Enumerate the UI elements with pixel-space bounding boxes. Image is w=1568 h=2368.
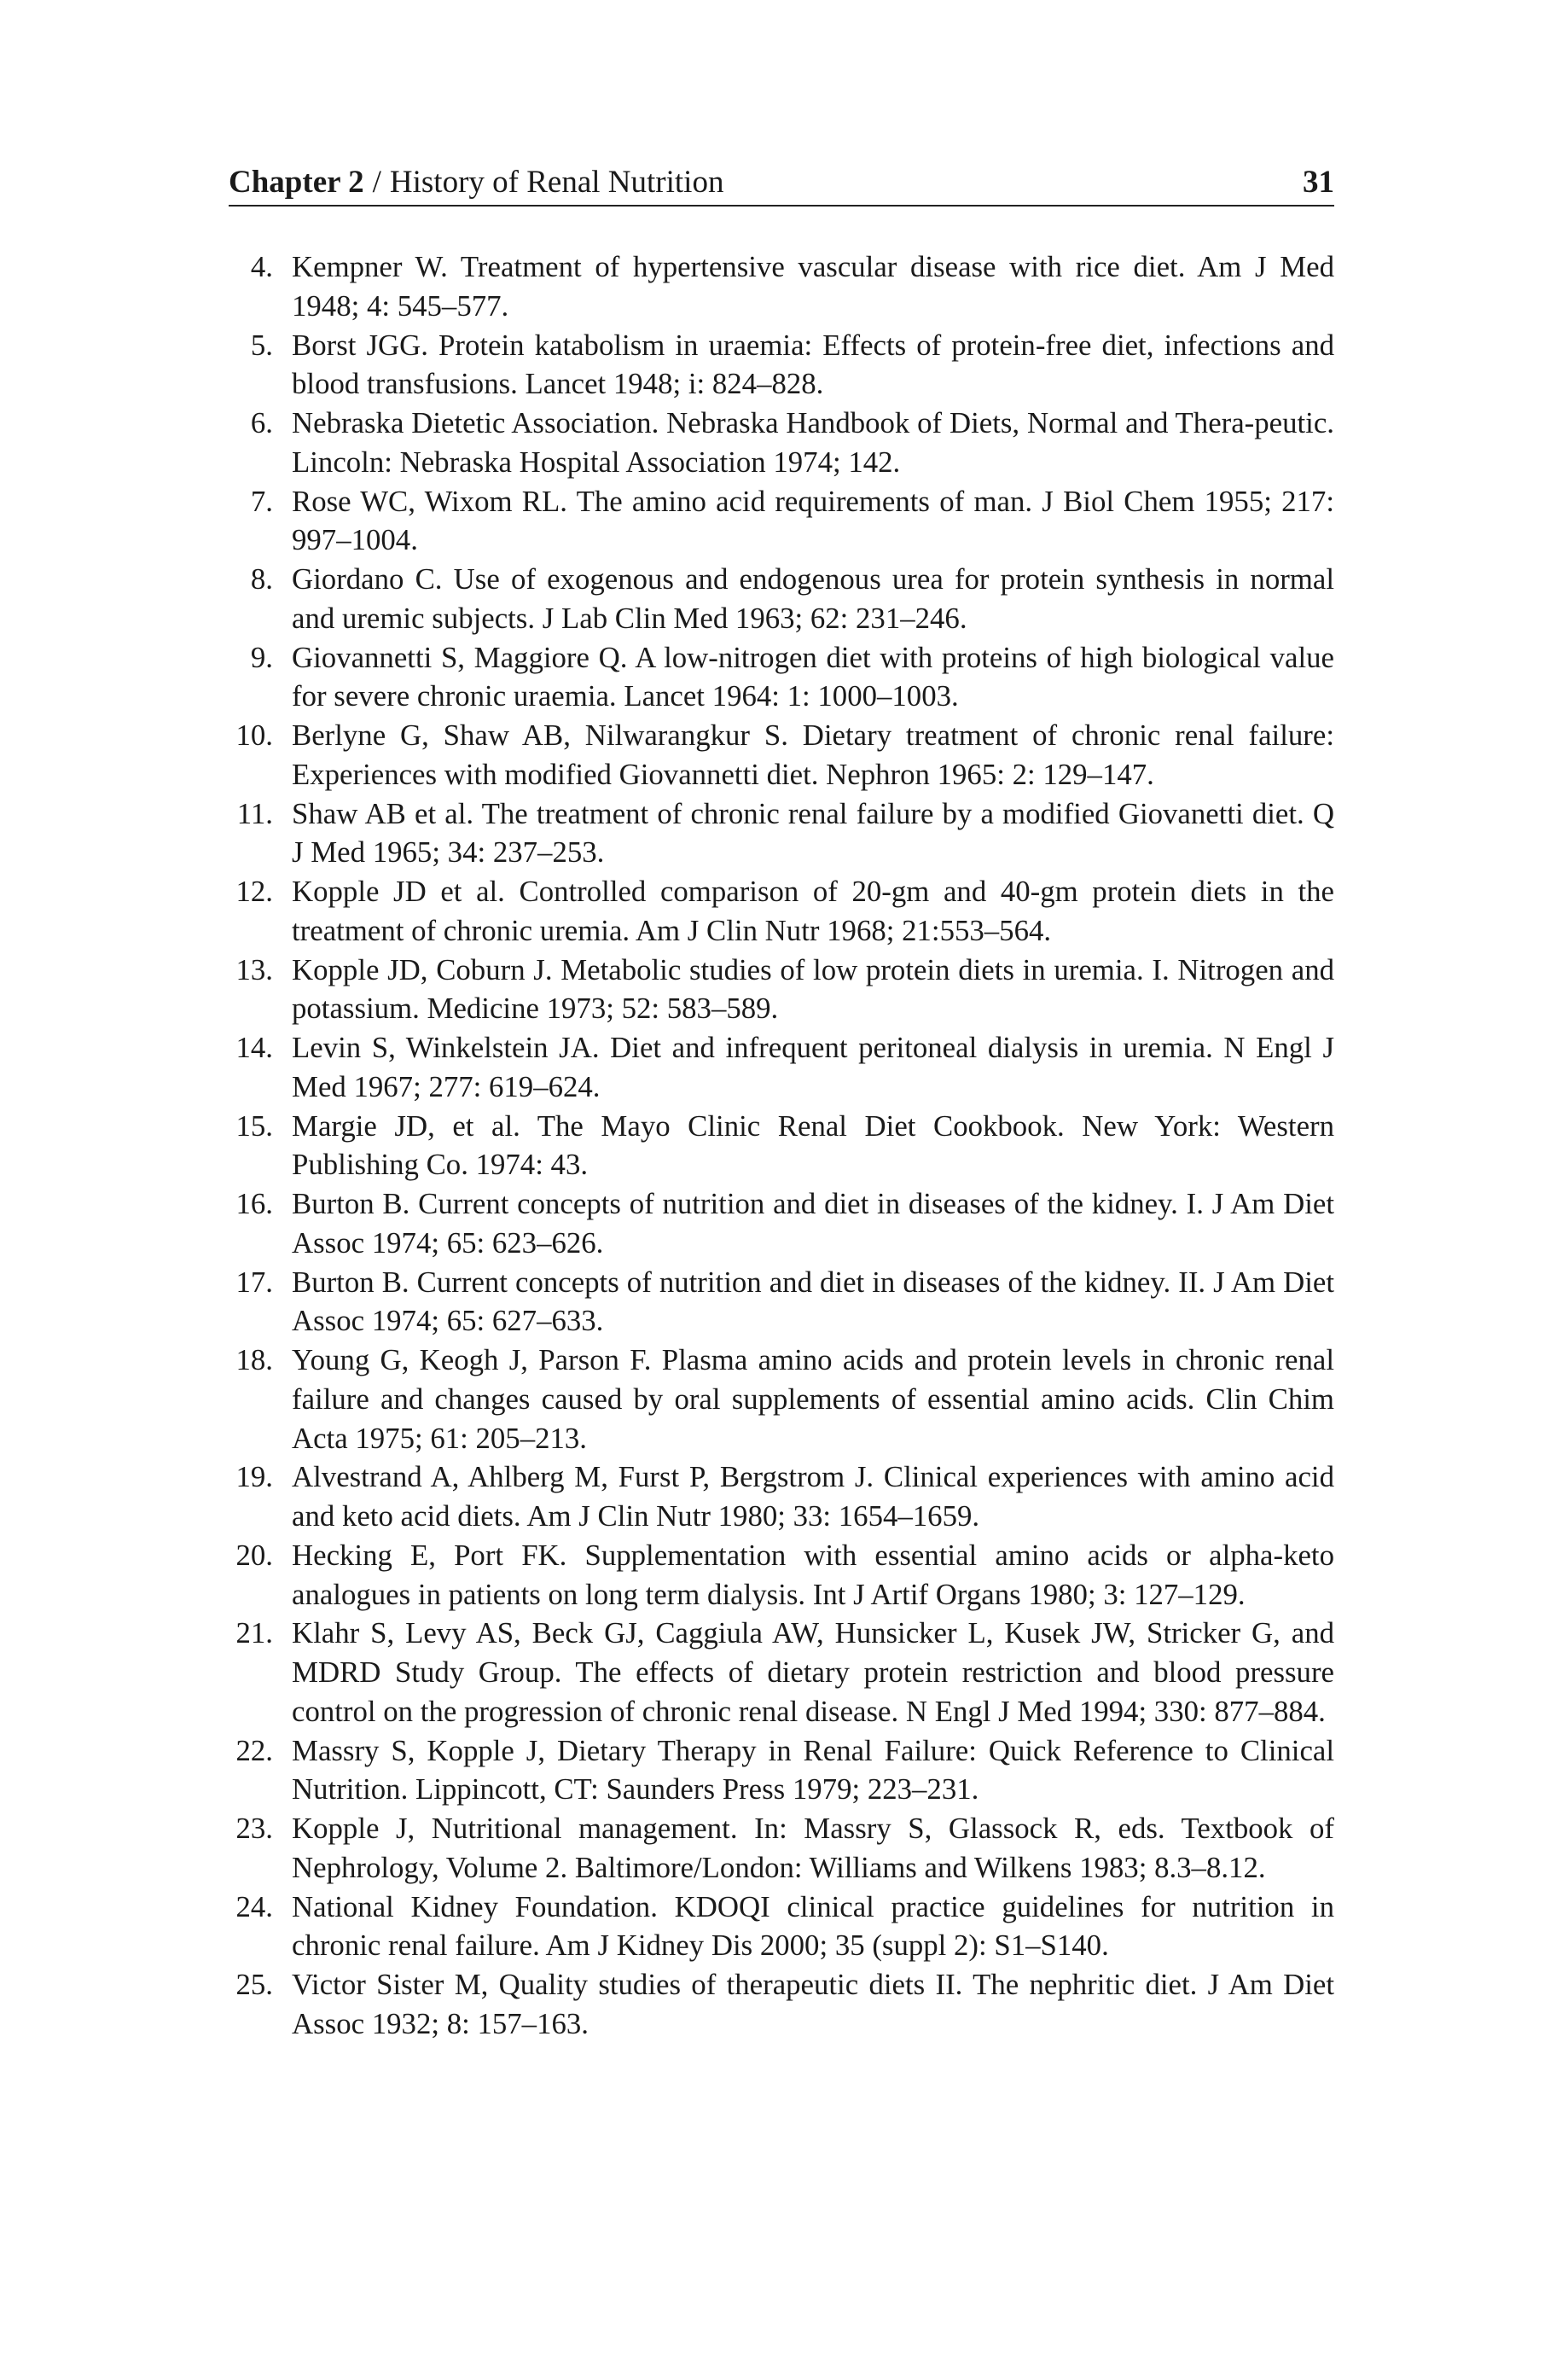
reference-number: 10. (235, 719, 273, 752)
reference-text: Massry S, Kopple J, Dietary Therapy in Renal Failure: Quick Reference to Clinical Nutrition. Lippincott, CT: Saunders Press 1979; 223–231. (292, 1733, 1334, 1807)
reference-number: 12. (235, 875, 273, 908)
reference-text: Burton B. Current concepts of nutrition and diet in diseases of the kidney. II. J Am Diet Assoc 1974; 65: 627–633. (292, 1265, 1334, 1338)
reference-text: Rose WC, Wixom RL. The amino acid requirements of man. J Biol Chem 1955; 217: 997–1004. (292, 484, 1334, 557)
reference-number: 5. (250, 328, 273, 362)
header-separator: / (372, 165, 381, 200)
reference-number: 16. (235, 1187, 273, 1220)
reference-number: 25. (235, 1968, 273, 2001)
reference-number: 23. (235, 1812, 273, 1845)
reference-number: 8. (250, 562, 273, 596)
reference-text: Berlyne G, Shaw AB, Nilwarangkur S. Dietary treatment of chronic renal failure: Experiences with modified Giovannetti diet. Nephron 1965: 2: 129–147. (292, 719, 1334, 791)
reference-item (229, 1614, 1334, 1731)
reference-number: 7. (250, 484, 273, 518)
reference-item (229, 1888, 1334, 1966)
reference-text: Kopple JD et al. Controlled comparison of 20-gm and 40-gm protein diets in the treatment of chronic uremia. Am J Clin Nutr 1968; 21:553–564. (292, 875, 1334, 947)
reference-text: Levin S, Winkelstein JA. Diet and infrequent peritoneal dialysis in uremia. N Engl J Med 1967; 277: 619–624. (292, 1031, 1334, 1103)
reference-number: 9. (250, 640, 273, 674)
reference-list (229, 247, 1334, 2044)
reference-item (229, 951, 1334, 1029)
reference-item (229, 716, 1334, 794)
reference-item (229, 1107, 1334, 1185)
reference-text: Klahr S, Levy AS, Beck GJ, Caggiula AW, Hunsicker L, Kusek JW, Stricker G, and MDRD Study Group. The effects of dietary protein restriction and blood pressure control on the progression of chronic renal disease. N Engl J Med 1994; 330: 877–884. (292, 1616, 1334, 1728)
reference-item (229, 794, 1334, 873)
chapter-title: History of Renal Nutrition (389, 165, 724, 200)
reference-text: National Kidney Foundation. KDOQI clinical practice guidelines for nutrition in chronic renal failure. Am J Kidney Dis 2000; 35 (suppl 2): S1–S140. (292, 1889, 1334, 1963)
reference-text: Kempner W. Treatment of hypertensive vascular disease with rice diet. Am J Med 1948; 4: 545–577. (292, 250, 1334, 323)
reference-number: 13. (235, 952, 273, 986)
reference-number: 17. (235, 1265, 273, 1299)
reference-text: Shaw AB et al. The treatment of chronic renal failure by a modified Giovanetti diet. Q J Med 1965; 34: 237–253. (292, 796, 1334, 870)
reference-number: 20. (235, 1538, 273, 1572)
reference-item (229, 482, 1334, 561)
chapter-label: Chapter 2 (229, 165, 364, 200)
reference-item (229, 326, 1334, 404)
reference-number: 21. (235, 1616, 273, 1650)
reference-number: 11. (236, 796, 273, 830)
reference-item (229, 1965, 1334, 2044)
page-number: 31 (1303, 165, 1334, 200)
running-title (229, 166, 723, 200)
running-header (229, 159, 1334, 207)
reference-item (229, 1536, 1334, 1615)
reference-text: Hecking E, Port FK. Supplementation with essential amino acids or alpha-keto analogues in patients on long term dialysis. Int J Artif Organs 1980; 3: 127–129. (292, 1538, 1334, 1611)
reference-text: Young G, Keogh J, Parson F. Plasma amino acids and protein levels in chronic renal failure and changes caused by oral supplements of essential amino acids. Clin Chim Acta 1975; 61: 205–213. (292, 1343, 1334, 1455)
reference-number: 19. (235, 1460, 273, 1494)
reference-item (229, 872, 1334, 951)
reference-item (229, 404, 1334, 482)
reference-item (229, 1731, 1334, 1810)
reference-text: Giordano C. Use of exogenous and endogenous urea for protein synthesis in normal and uremic subjects. J Lab Clin Med 1963; 62: 231–246. (292, 562, 1334, 635)
reference-text: Kopple J, Nutritional management. In: Massry S, Glassock R, eds. Textbook of Nephrology, Volume 2. Baltimore/London: Williams and Wilkens 1983; 8.3–8.12. (292, 1812, 1334, 1884)
reference-item (229, 247, 1334, 326)
reference-number: 14. (235, 1031, 273, 1064)
reference-text: Victor Sister M, Quality studies of therapeutic diets II. The nephritic diet. J Am Diet Assoc 1932; 8: 157–163. (292, 1968, 1334, 2040)
reference-number: 22. (235, 1733, 273, 1767)
reference-item (229, 1341, 1334, 1457)
reference-text: Giovannetti S, Maggiore Q. A low-nitrogen diet with proteins of high biological value for severe chronic uraemia. Lancet 1964: 1: 1000–1003. (292, 640, 1334, 713)
reference-text: Burton B. Current concepts of nutrition and diet in diseases of the kidney. I. J Am Diet Assoc 1974; 65: 623–626. (292, 1187, 1334, 1260)
reference-number: 18. (235, 1343, 273, 1376)
reference-number: 6. (250, 406, 273, 439)
reference-number: 15. (235, 1108, 273, 1143)
reference-text: Borst JGG. Protein katabolism in uraemia: Effects of protein-free diet, infections and blood transfusions. Lancet 1948; i: 824–828. (292, 328, 1334, 401)
reference-item (229, 1184, 1334, 1263)
reference-text: Nebraska Dietetic Association. Nebraska Handbook of Diets, Normal and Thera-peutic. Lincoln: Nebraska Hospital Association 1974; 142. (292, 406, 1334, 479)
reference-item (229, 1457, 1334, 1536)
reference-item (229, 1263, 1334, 1341)
reference-number: 24. (235, 1889, 273, 1923)
reference-number: 4. (250, 250, 273, 283)
reference-text: Kopple JD, Coburn J. Metabolic studies of low protein diets in uremia. I. Nitrogen and potassium. Medicine 1973; 52: 583–589. (292, 952, 1334, 1026)
reference-item (229, 638, 1334, 717)
reference-text: Alvestrand A, Ahlberg M, Furst P, Bergstrom J. Clinical experiences with amino acid and keto acid diets. Am J Clin Nutr 1980; 33: 1654–1659. (292, 1460, 1334, 1533)
reference-text: Margie JD, et al. The Mayo Clinic Renal Diet Cookbook. New York: Western Publishing Co. 1974: 43. (292, 1108, 1334, 1182)
reference-item (229, 560, 1334, 638)
reference-item (229, 1809, 1334, 1888)
reference-item (229, 1028, 1334, 1107)
